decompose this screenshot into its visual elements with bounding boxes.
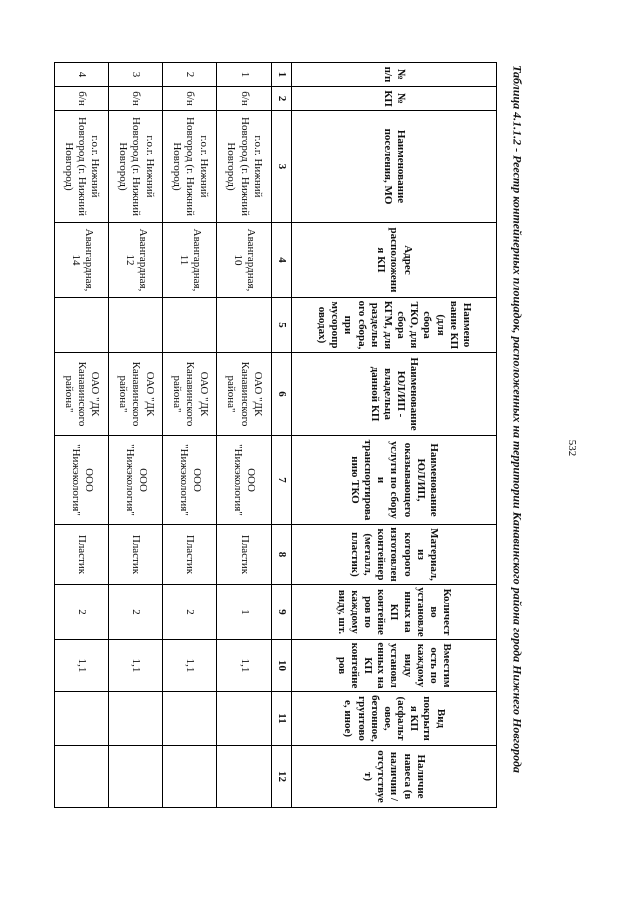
header-cell: Количество установленных на КП контейнеров по каждому виду, шт.: [291, 585, 496, 640]
table-cell: [55, 746, 109, 808]
table-cell: Пластик: [109, 525, 163, 585]
table-cell: Авангардная, 12: [109, 223, 163, 298]
table-cell: ООО "Нижэкология": [55, 436, 109, 525]
table-cell: 1: [217, 585, 271, 640]
column-number: 3: [271, 111, 291, 223]
header-cell: № п/п: [291, 63, 496, 87]
table-cell: ОАО "ДК Канавинского района": [163, 353, 217, 436]
header-cell: Наименование ЮЛ/ИП - владельца данной КП: [291, 353, 496, 436]
table-cell: [55, 692, 109, 746]
table-cell: 2: [109, 585, 163, 640]
header-cell: Вид покрытия КП (асфальтовое, бетонное, грунтовое, иное): [291, 692, 496, 746]
column-number-row: [271, 63, 291, 808]
header-row: [291, 63, 496, 808]
table-cell: г.о.г. Нижний Новгород (г. Нижний Новгород): [217, 111, 271, 223]
table-cell: Авангардная, 10: [217, 223, 271, 298]
column-number: 10: [271, 640, 291, 692]
column-number: 12: [271, 746, 291, 808]
table-cell: 1,1: [109, 640, 163, 692]
table-cell: [109, 746, 163, 808]
table-cell: 2: [163, 585, 217, 640]
table-cell: 1,1: [163, 640, 217, 692]
table-cell: ОАО "ДК Канавинского района": [217, 353, 271, 436]
table-cell: Авангардная, 11: [163, 223, 217, 298]
table-cell: [163, 746, 217, 808]
table-cell: Пластик: [163, 525, 217, 585]
table-cell: 1,1: [55, 640, 109, 692]
table-cell: Пластик: [217, 525, 271, 585]
registry-table: [54, 62, 497, 808]
table-cell: г.о.г. Нижний Новгород (г. Нижний Новгород): [55, 111, 109, 223]
table-cell: Авангардная, 14: [55, 223, 109, 298]
table-cell: 4: [55, 63, 109, 87]
table-cell: [163, 692, 217, 746]
table-row: [163, 63, 217, 808]
table-cell: [217, 746, 271, 808]
table-title: Таблица 4.1.1.2 - Реестр контейнерных площадок, расположенных на территории Канавинского района города Нижнего Новгорода: [510, 65, 525, 773]
table-cell: б/н: [55, 87, 109, 111]
column-number: 4: [271, 223, 291, 298]
column-number: 2: [271, 87, 291, 111]
header-cell: Материал, из которого изготовлен контейнер (металл, пластик): [291, 525, 496, 585]
rotated-table-wrapper: [54, 62, 497, 807]
column-number: 8: [271, 525, 291, 585]
table-cell: Пластик: [55, 525, 109, 585]
column-number: 11: [271, 692, 291, 746]
header-cell: Адрес расположения КП: [291, 223, 496, 298]
table-cell: ООО "Нижэкология": [109, 436, 163, 525]
column-number: 1: [271, 63, 291, 87]
header-cell: № КП: [291, 87, 496, 111]
table-cell: ООО "Нижэкология": [217, 436, 271, 525]
table-cell: [55, 298, 109, 353]
table-cell: 1,1: [217, 640, 271, 692]
header-cell: Наличие навеса (в наличии / отсутствует): [291, 746, 496, 808]
table-cell: ОАО "ДК Канавинского района": [55, 353, 109, 436]
column-number: 5: [271, 298, 291, 353]
table-cell: б/н: [109, 87, 163, 111]
page-number: 532: [566, 439, 578, 457]
table-cell: г.о.г. Нижний Новгород (г. Нижний Новгород): [163, 111, 217, 223]
table-cell: ООО "Нижэкология": [163, 436, 217, 525]
table-cell: б/н: [217, 87, 271, 111]
table-cell: б/н: [163, 87, 217, 111]
table-row: [55, 63, 109, 808]
header-cell: Наименование ЮЛ/ИП, оказывающего услуги по сбору и транспортированию ТКО: [291, 436, 496, 525]
column-number: 7: [271, 436, 291, 525]
registry-table-area: [54, 62, 497, 807]
table-row: [217, 63, 271, 808]
header-cell: Вместимость по каждому виду установленных на КП контейнеров: [291, 640, 496, 692]
table-cell: 2: [55, 585, 109, 640]
column-number: 9: [271, 585, 291, 640]
header-cell: Наименование поселения, МО: [291, 111, 496, 223]
header-cell: Наименование КП (для сбора ТКО, для сбора КГМ, для раздельного сбора, при мусоропроводах): [291, 298, 496, 353]
table-cell: [163, 298, 217, 353]
table-cell: г.о.г. Нижний Новгород (г. Нижний Новгород): [109, 111, 163, 223]
table-cell: [217, 298, 271, 353]
table-cell: [109, 298, 163, 353]
table-cell: 1: [217, 63, 271, 87]
table-cell: ОАО "ДК Канавинского района": [109, 353, 163, 436]
table-cell: [217, 692, 271, 746]
table-cell: [109, 692, 163, 746]
table-row: [109, 63, 163, 808]
table-cell: 3: [109, 63, 163, 87]
column-number: 6: [271, 353, 291, 436]
table-cell: 2: [163, 63, 217, 87]
